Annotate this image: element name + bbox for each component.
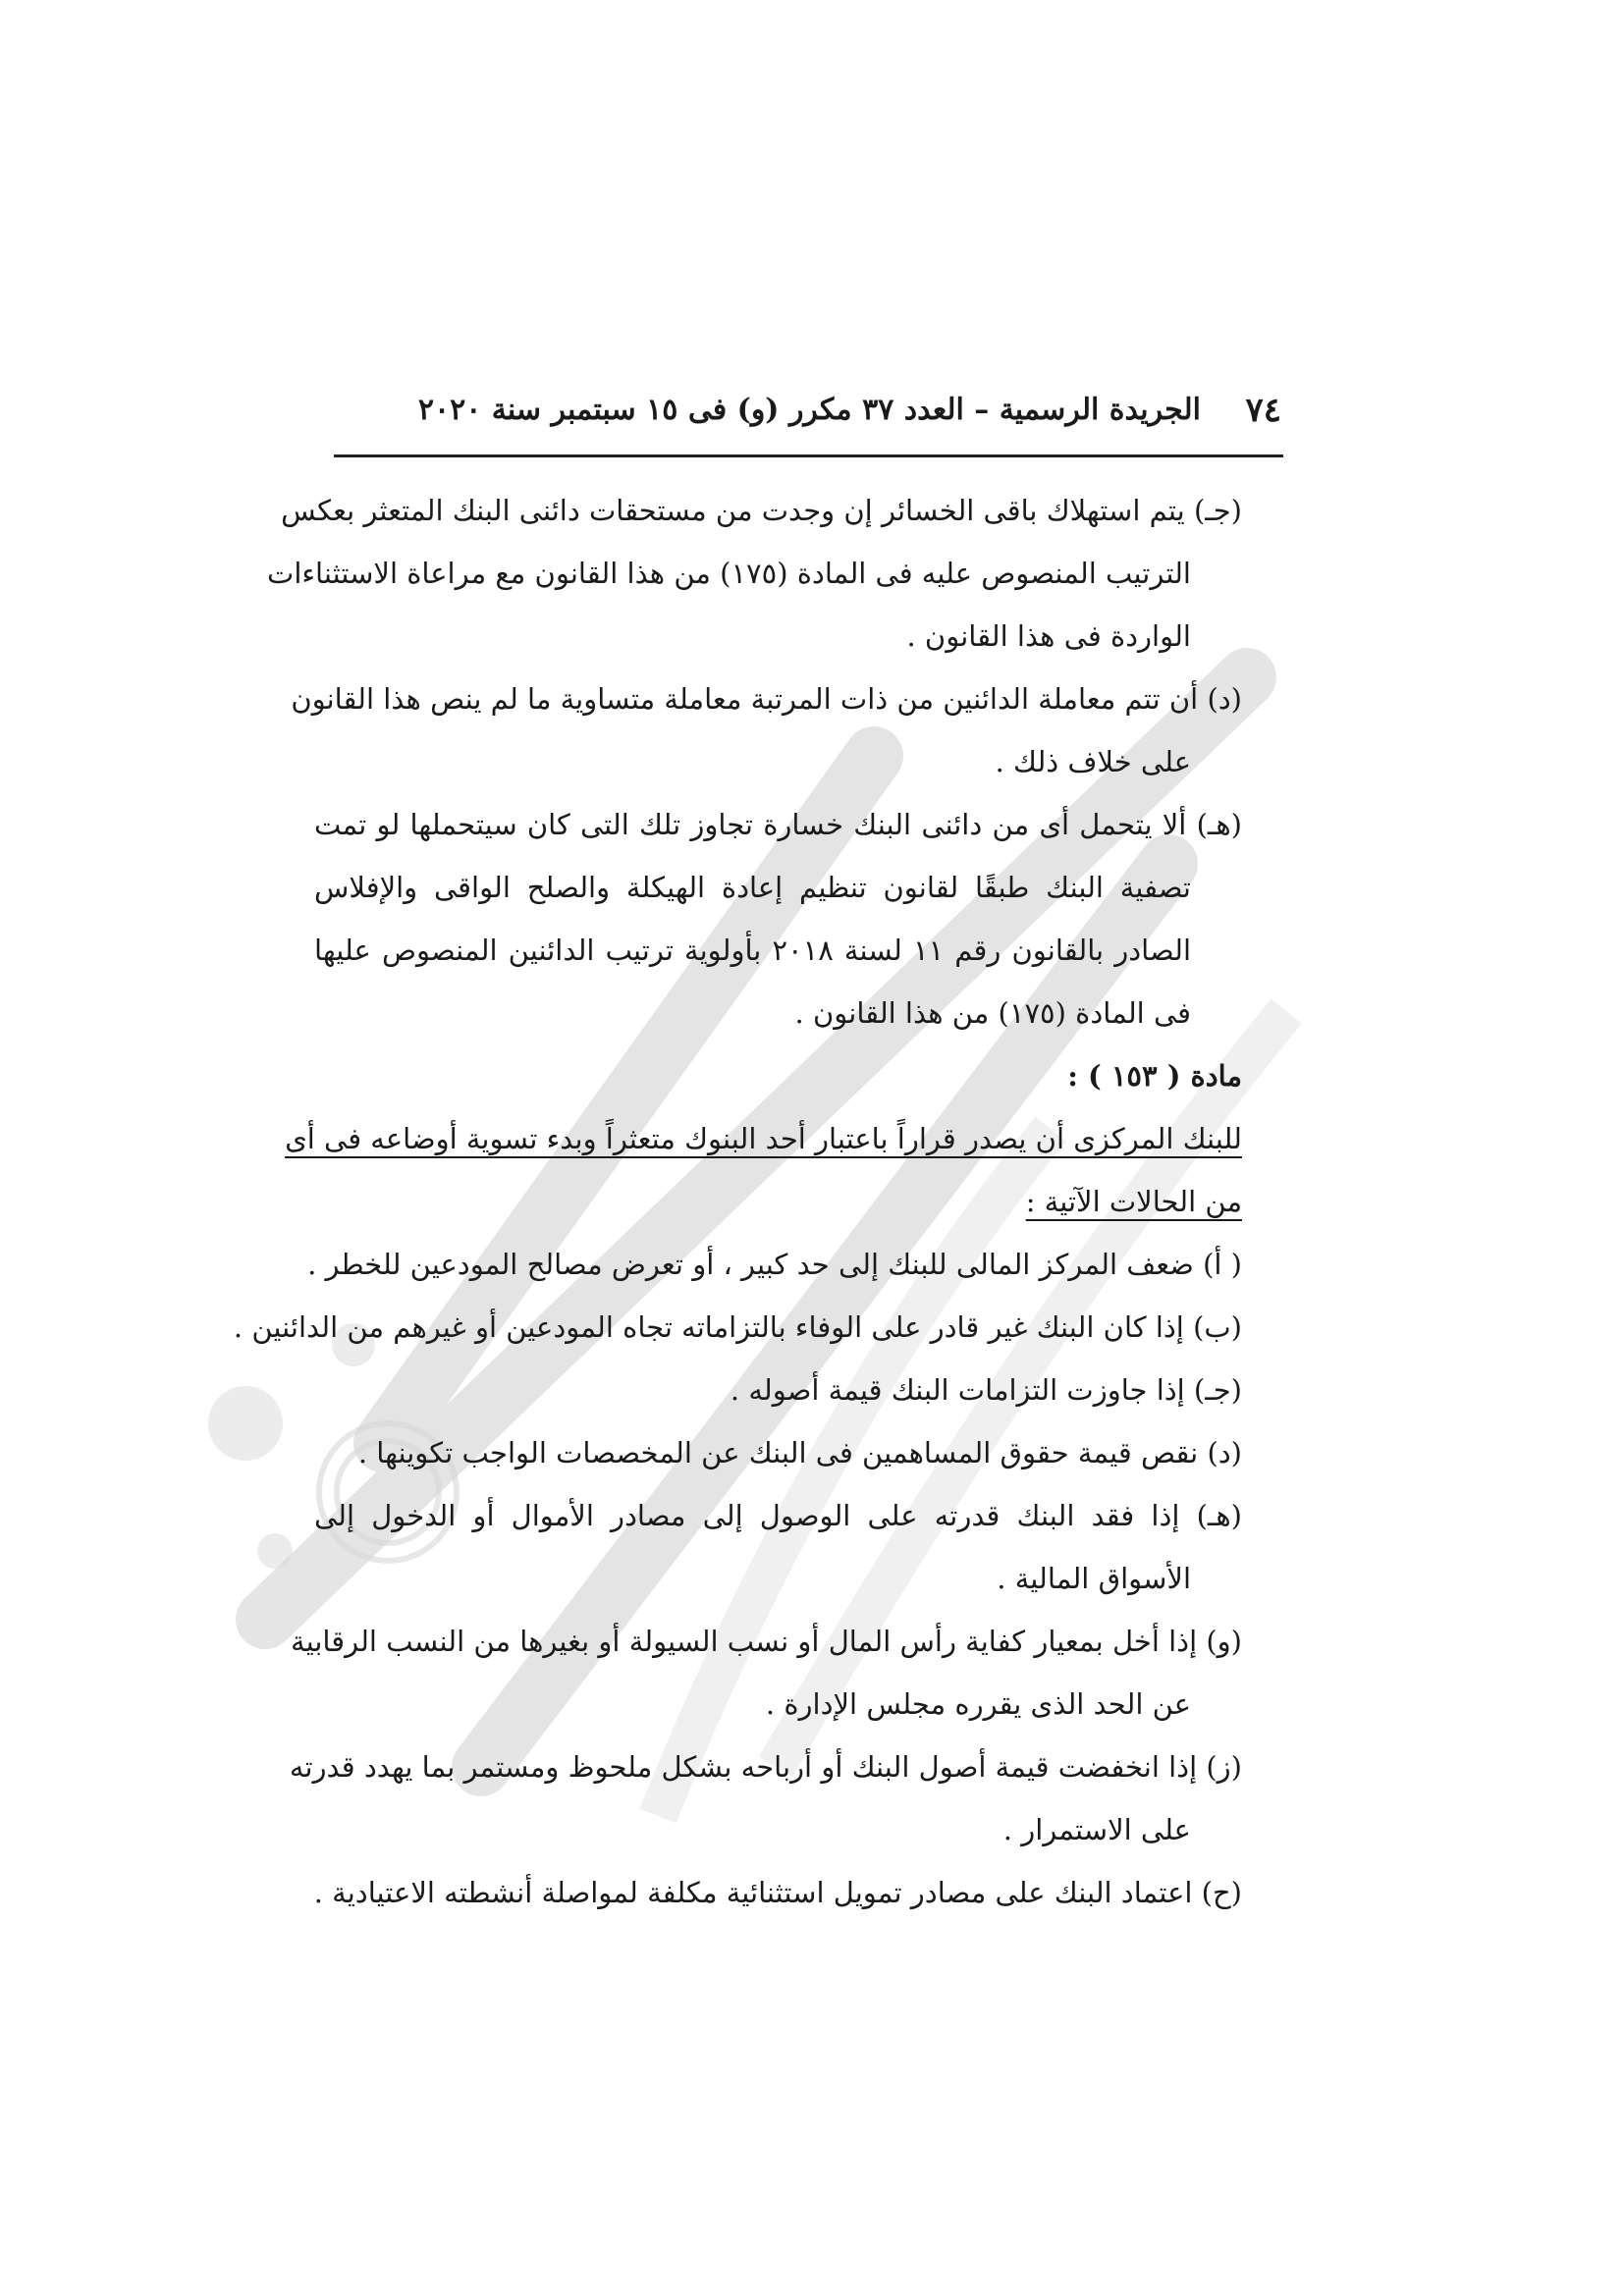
case-jeem: (جـ) إذا جاوزت التزامات البنك قيمة أصوله . (730, 1373, 1242, 1407)
article-paragraph-line-1: للبنك المركزى أن يصدر قراراً باعتبار أحد البنوك متعثراً وبدء تسوية أوضاعه فى أى (285, 1122, 1242, 1155)
article-paragraph-line-2: من الحالات الآتية : (1025, 1185, 1242, 1218)
gazette-title: الجريدة الرسمية – العدد ٣٧ مكرر (و) فى ١٥ سبتمبر سنة ٢٠٢٠ (417, 393, 1201, 427)
case-ha-line-1: (هـ) إذا فقد البنك قدرته على الوصول إلى مصادر الأموال أو الدخول إلى (314, 1499, 1242, 1532)
case-zay-line-2: على الاستمرار . (1002, 1813, 1191, 1846)
header-divider (334, 454, 1283, 457)
case-waw-line-1: (و) إذا أخل بمعيار كفاية رأس المال أو نسب السيولة أو بغيرها من النسب الرقابية (291, 1625, 1242, 1658)
case-alif: ( أ) ضعف المركز المالى للبنك إلى حد كبير ، أو تعرض مصالح المودعين للخطر . (307, 1248, 1242, 1281)
clause-ha-line-1: (هـ) ألا يتحمل أى من دائنى البنك خسارة تجاوز تلك التى كان سيتحملها لو تمت (314, 808, 1242, 841)
case-ha2: (ح) اعتماد البنك على مصادر تمويل استثنائية مكلفة لمواصلة أنشطته الاعتيادية . (313, 1876, 1242, 1909)
case-dal: (د) نقص قيمة حقوق المساهمين فى البنك عن المخصصات الواجب تكوينها . (357, 1436, 1242, 1469)
case-ba: (ب) إذا كان البنك غير قادر على الوفاء بالتزاماته تجاه المودعين أو غيرهم من الدائنين . (233, 1310, 1242, 1344)
case-waw-line-2: عن الحد الذى يقرره مجلس الإدارة . (765, 1687, 1191, 1721)
clause-jeem-line-2: الترتيب المنصوص عليه فى المادة (١٧٥) من هذا القانون مع مراعاة الاستثناءات (267, 557, 1191, 590)
document-body (233, 479, 1242, 1924)
clause-jeem-line-1: (جـ) يتم استهلاك باقى الخسائر إن وجدت من مستحقات دائنى البنك المتعثر بعكس (281, 494, 1242, 527)
clause-ha-line-4: فى المادة (١٧٥) من هذا القانون . (794, 996, 1191, 1030)
clause-ha-line-3: الصادر بالقانون رقم ١١ لسنة ٢٠١٨ بأولوية ترتيب الدائنين المنصوص عليها (314, 934, 1192, 967)
page-header (393, 385, 1281, 436)
article-title: مادة ( ١٥٣ ) : (1067, 1059, 1242, 1093)
clause-dal-line-1: (د) أن تتم معاملة الدائنين من ذات المرتبة معاملة متساوية ما لم ينص هذا القانون (291, 682, 1242, 716)
clause-jeem-line-3: الواردة فى هذا القانون . (906, 619, 1191, 653)
clause-dal-line-2: على خلاف ذلك . (995, 745, 1191, 778)
page-number: ٧٤ (1245, 391, 1281, 430)
case-zay-line-1: (ز) إذا انخفضت قيمة أصول البنك أو أرباحه بشكل ملحوظ ومستمر بما يهدد قدرته (289, 1750, 1242, 1784)
case-ha-line-2: الأسواق المالية . (997, 1562, 1191, 1595)
clause-ha-line-2: تصفية البنك طبقًا لقانون تنظيم إعادة الهيكلة والصلح الواقى والإفلاس (314, 871, 1191, 904)
